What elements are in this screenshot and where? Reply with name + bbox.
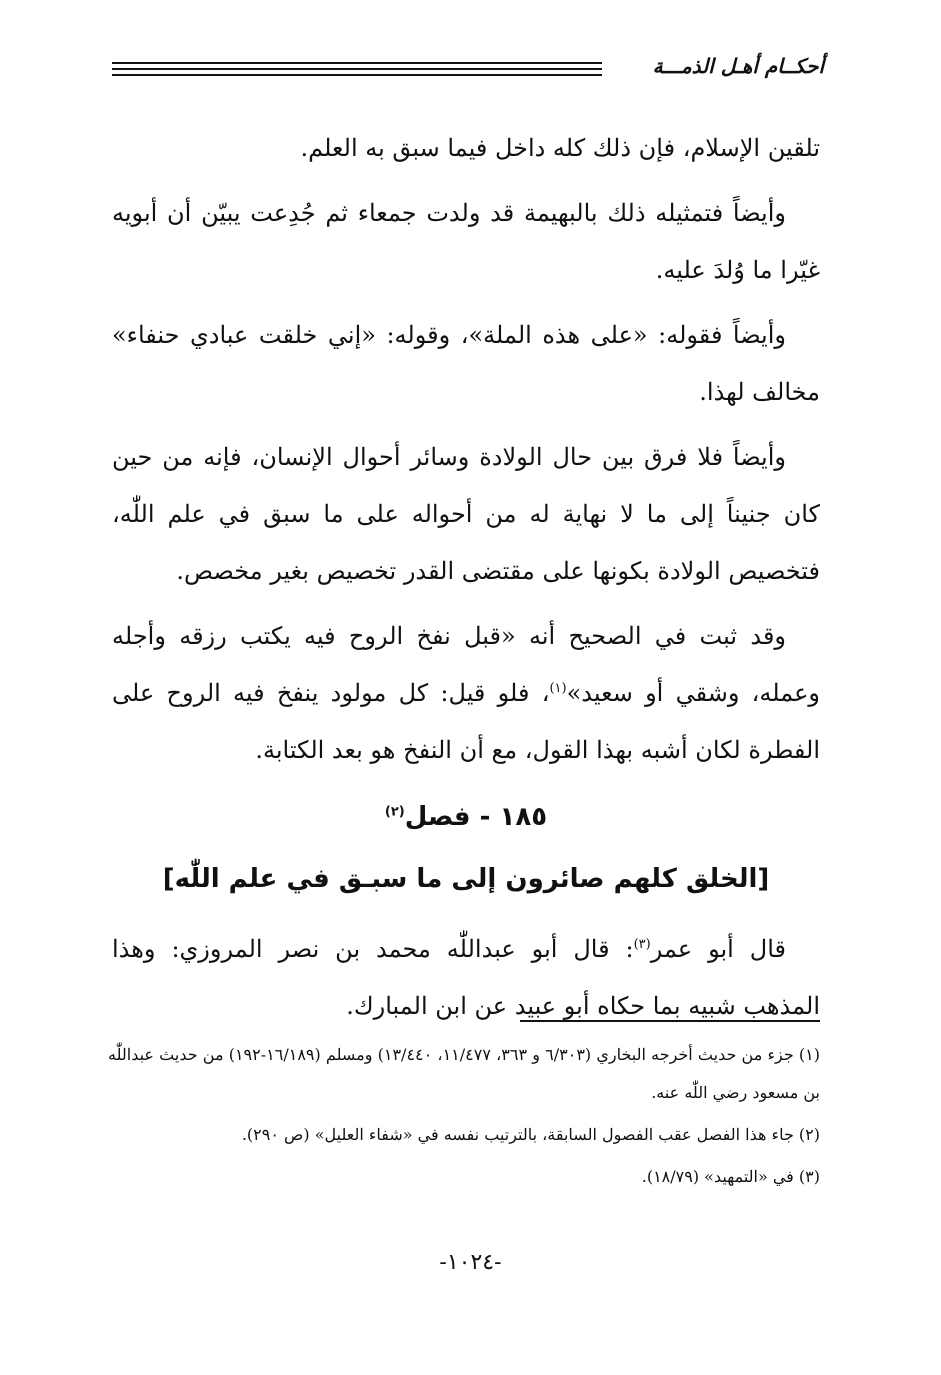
paragraph-6-text-b: : قال أبو عبداللّٰه محمد بن نصر المروزي: وهذا المذهب شبيه بما حكاه أبو عبيد عن ابن المبارك. bbox=[112, 935, 820, 1020]
section-title: [الخلق كلهم صائرون إلى ما سبـق في علم اللّٰه] bbox=[162, 864, 770, 894]
paragraph-3: وأيضاً فقوله: «على هذه الملة»، وقوله: «إني خلقت عبادي حنفاء» مخالف لهذا. bbox=[112, 321, 820, 406]
paragraph-2: وأيضاً فتمثيله ذلك بالبهيمة قد ولدت جمعاء ثم جُدِعت يبيّن أن أبويه غيّرا ما وُلدَ عليه. bbox=[112, 199, 820, 284]
footnote-3: (٣) في «التمهيد» (١٨/٧٩). bbox=[641, 1167, 820, 1186]
header-rule bbox=[112, 74, 602, 76]
paragraph-1: تلقين الإسلام، فإن ذلك كله داخل فيما سبق به العلم. bbox=[300, 134, 820, 162]
paragraph-5 bbox=[112, 608, 820, 779]
paragraph-6 bbox=[112, 921, 820, 1035]
page-number: -١٠٢٤- bbox=[439, 1250, 502, 1275]
paragraph-5-text-b: ، فلو قيل: كل مولود ينفخ فيه الروح على الفطرة لكان أشبه بهذا القول، مع أن النفخ هو بعد الكتابة. bbox=[112, 679, 820, 764]
footnote-marker-3: (٣) bbox=[633, 937, 651, 952]
footnote-2: (٢) جاء هذا الفصل عقب الفصول السابقة، بالترتيب نفسه في «شفاء العليل» (ص ٢٩٠). bbox=[241, 1125, 820, 1144]
section-number bbox=[112, 787, 820, 847]
footnotes bbox=[108, 1036, 820, 1200]
section-number-text: ١٨٥ - فصل bbox=[404, 802, 548, 832]
main-text bbox=[112, 120, 820, 1043]
footnote-1: (١) جزء من حديث أخرجه البخاري (٦/٣٠٣ و ٣٦٣، ١١/٤٧٧، ١٣/٤٤٠) ومسلم (١٦/١٨٩-١٩٢) من حديث عبداللّٰه بن مسعود رضي اللّٰه عنه. bbox=[108, 1045, 820, 1102]
section-heading bbox=[112, 787, 820, 911]
header-rule bbox=[112, 68, 602, 70]
paragraph-5-text-a: وقد ثبت في الصحيح أنه «قبل نفخ الروح فيه يكتب رزقه وأجله وعمله، وشقي أو سعيد» bbox=[112, 622, 820, 707]
running-header bbox=[112, 48, 824, 88]
paragraph-4: وأيضاً فلا فرق بين حال الولادة وسائر أحوال الإنسان، فإنه من حين كان جنيناً إلى ما لا نهاية له من أحواله على ما سبق في علم اللّٰه، فتخصيص الولادة بكونها على مقتضى القدر تخصيص بغير مخصص. bbox=[112, 443, 820, 585]
footnote-marker-2: (٢) bbox=[384, 804, 405, 820]
paragraph-6-text-a: قال أبو عمر bbox=[650, 935, 786, 963]
footnote-marker-1: (١) bbox=[549, 681, 567, 696]
header-rule bbox=[112, 62, 602, 64]
running-header-title: أحكــام أهـل الذمـــة bbox=[652, 54, 824, 78]
footnote-separator bbox=[520, 1020, 820, 1022]
